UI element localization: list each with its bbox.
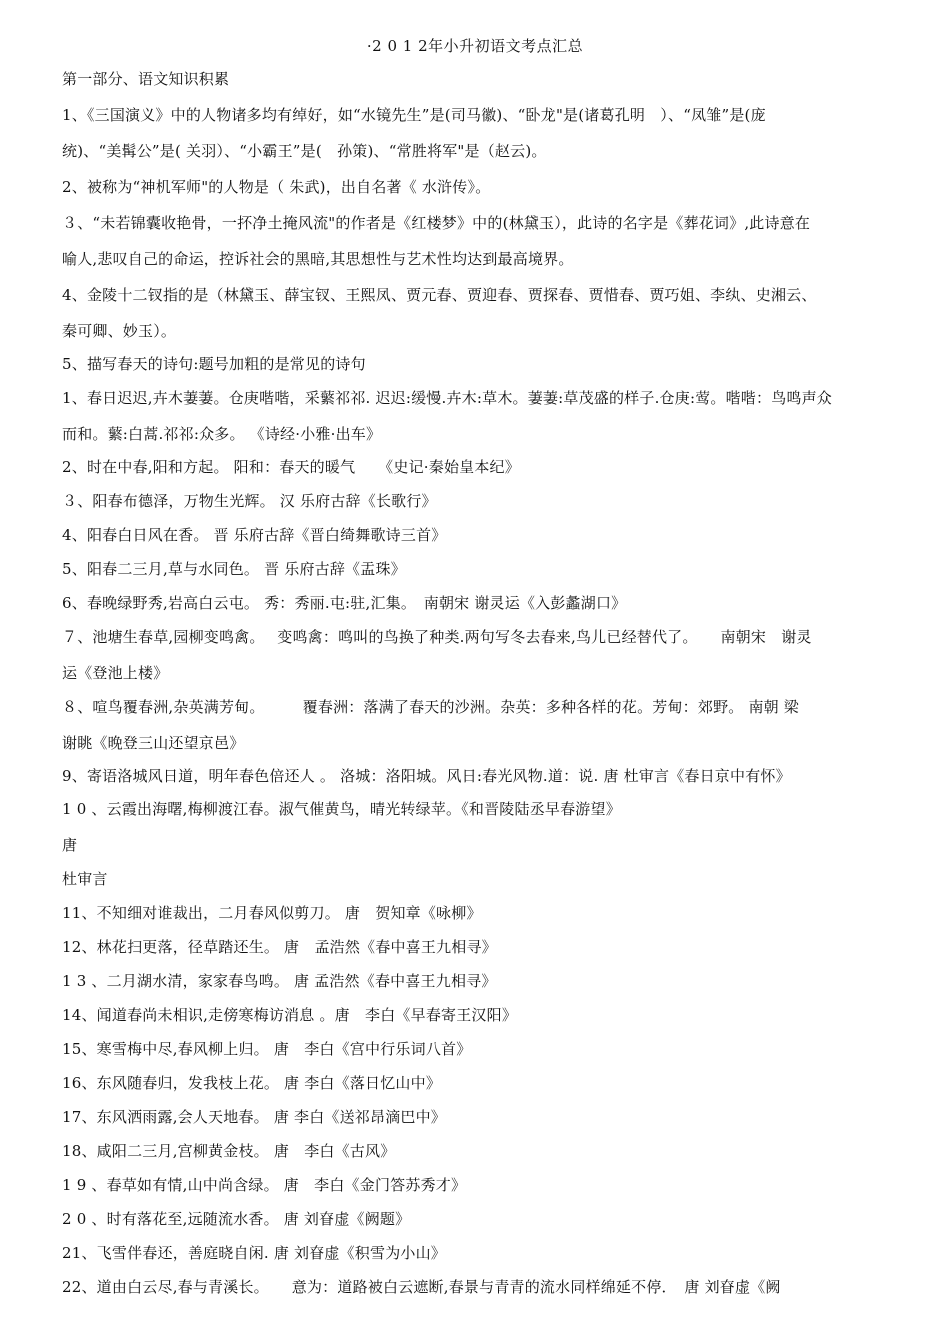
text-line: 21、飞雪伴春还，善庭晓自闲. 唐 刘眘虚《积雪为小山》 bbox=[62, 1244, 446, 1262]
text-line: 18、咸阳二三月,宫柳黄金枝。 唐 李白《古风》 bbox=[62, 1142, 396, 1160]
text-line: 14、闻道春尚未相识,走傍寒梅访消息 。唐 李白《早春寄王汉阳》 bbox=[62, 1006, 518, 1024]
text-line: 1、春日迟迟,卉木萋萋。仓庚喈喈，采蘩祁祁. 迟迟:缓慢.卉木:草木。萋萋:草茂盛的样子.仓庚:莺。喈喈：鸟鸣声众 bbox=[62, 389, 833, 407]
text-line: 16、东风随春归，发我枝上花。 唐 李白《落日忆山中》 bbox=[62, 1074, 442, 1092]
text-line: 1、《三国演义》中的人物诸多均有绰好，如“水镜先生”是(司马徽)、“卧龙"是(诸葛孔明 ）、“凤雏”是(庞 bbox=[62, 106, 766, 124]
text-line: 谢眺《晚登三山还望京邑》 bbox=[62, 734, 245, 752]
text-line: ７、池塘生春草,园柳变鸣禽。 变鸣禽：鸣叫的鸟换了种类.两句写冬去春来,鸟儿已经替代了。 南朝宋 谢灵 bbox=[62, 628, 812, 646]
text-line: ３、阳春布德泽，万物生光辉。 汉 乐府古辞《长歌行》 bbox=[62, 492, 437, 510]
section-heading: 第一部分、语文知识积累 bbox=[62, 70, 230, 88]
text-line: 而和。蘩:白蒿.祁祁:众多。 《诗经·小雅·出车》 bbox=[62, 425, 382, 443]
text-line: 22、道由白云尽,春与青溪长。 意为：道路被白云遮断,春景与青青的流水同样绵延不停． 唐 刘眘虚《阙 bbox=[62, 1278, 781, 1296]
document-body bbox=[62, 64, 900, 1296]
text-line: 杜审言 bbox=[62, 870, 108, 888]
text-line: 5、阳春二三月,草与水同色。 晋 乐府古辞《盂珠》 bbox=[62, 560, 406, 578]
text-line: 11、不知细对谁裁出，二月春风似剪刀。 唐 贺知章《咏柳》 bbox=[62, 904, 482, 922]
text-line: 统)、“美髯公”是( 关羽）、“小霸王”是( 孙策)、“常胜将军"是（赵云)。 bbox=[62, 142, 547, 160]
text-line: 运《登池上楼》 bbox=[62, 664, 169, 682]
text-line: 4、阳春白日风在香。 晋 乐府古辞《晋白绮舞歌诗三首》 bbox=[62, 526, 447, 544]
text-line: 1 3 、二月湖水清，家家春鸟鸣。 唐 孟浩然《春中喜王九相寻》 bbox=[62, 972, 497, 990]
text-line: 5、描写春天的诗句:题号加粗的是常见的诗句 bbox=[62, 355, 366, 373]
text-line: 15、寒雪梅中尽,春风柳上归。 唐 李白《宫中行乐词八首》 bbox=[62, 1040, 472, 1058]
text-line: 2、被称为“神机军师"的人物是（ 朱武)，出自名著《 水浒传》。 bbox=[62, 178, 491, 196]
text-line: 12、林花扫更落，径草踏还生。 唐 孟浩然《春中喜王九相寻》 bbox=[62, 938, 497, 956]
text-line: 1 0 、云霞出海曙,梅柳渡江春。淑气催黄鸟，晴光转绿苹。《和晋陵陆丞早春游望》 bbox=[62, 800, 621, 818]
text-line: ３、“未若锦囊收艳骨，一抔净土掩风流"的作者是《红楼梦》中的(林黛玉），此诗的名字是《葬花词》,此诗意在 bbox=[62, 214, 811, 232]
text-line: ８、喧鸟覆春洲,杂英满芳甸。 覆春洲：落满了春天的沙洲。杂英：多种各样的花。芳甸：郊野。 南朝 梁 bbox=[62, 698, 800, 716]
text-line: 唐 bbox=[62, 836, 78, 854]
text-line: 2、时在中春,阳和方起。 阳和：春天的暖气 《史记·秦始皇本纪》 bbox=[62, 458, 520, 476]
text-line: 17、东风洒雨露,会人天地春。 唐 李白《送祁昂滴巴中》 bbox=[62, 1108, 446, 1126]
text-line: 喻人,悲叹自己的命运，控诉社会的黑暗,其思想性与艺术性均达到最高境界。 bbox=[62, 250, 574, 268]
text-line: 9、寄语洛城风日道，明年春色倍还人 。 洛城：洛阳城。风日:春光风物.道：说. 唐 杜审言《春日京中有怀》 bbox=[62, 767, 791, 785]
text-line: 2 0 、时有落花至,远随流水香。 唐 刘眘虚《阙题》 bbox=[62, 1210, 411, 1228]
document-title: ·2 0 1 2年小升初语文考点汇总 bbox=[366, 37, 584, 55]
text-line: 秦可卿、妙玉）。 bbox=[62, 322, 177, 340]
text-line: 6、春晚绿野秀,岩高白云屯。 秀：秀丽.屯:驻,汇集。 南朝宋 谢灵运《入彭蠡湖口》 bbox=[62, 594, 627, 612]
text-line: 1 9 、春草如有情,山中尚含绿。 唐 李白《金门答苏秀才》 bbox=[62, 1176, 467, 1194]
text-line: 4、金陵十二钗指的是（林黛玉、薛宝钗、王熙凤、贾元春、贾迎春、贾探春、贾惜春、贾巧姐、李纨、史湘云、 bbox=[62, 286, 817, 304]
